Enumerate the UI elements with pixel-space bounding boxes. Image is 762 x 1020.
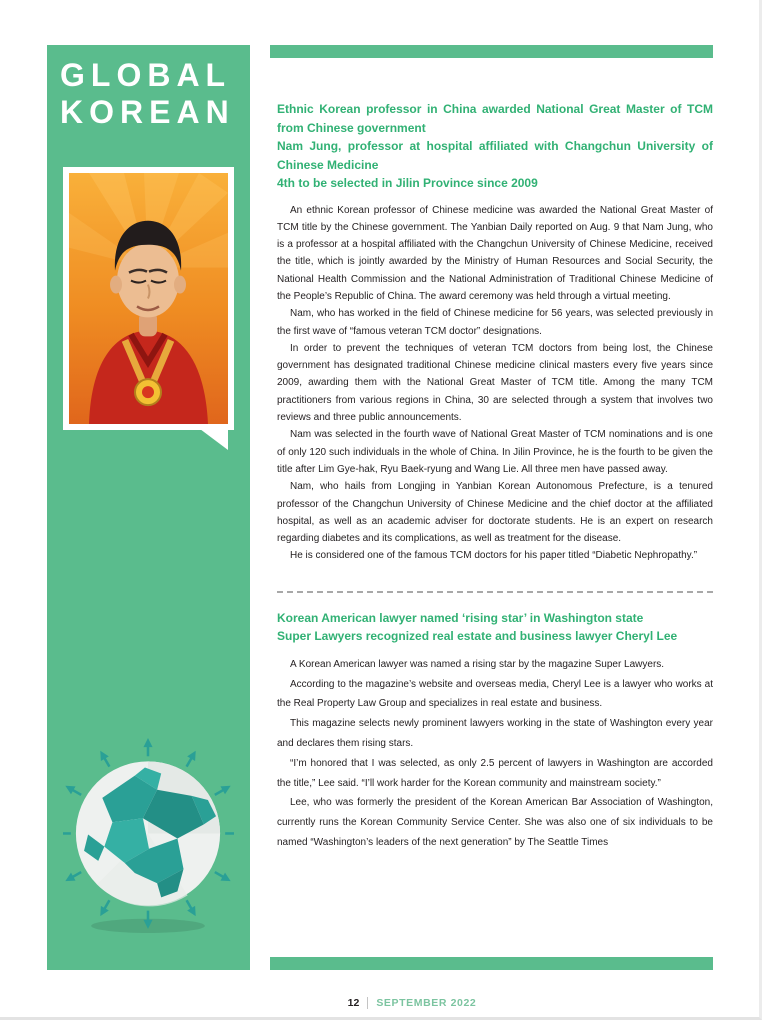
sidebar [47,45,250,970]
paragraph: He is considered one of the famous TCM doctors for his paper titled “Diabetic Nephropathy.” [290,550,698,562]
headline-line: 4th to be selected in Jilin Province since 2009 [277,176,538,190]
globe-icon [63,737,234,935]
article-2-body [277,655,713,853]
paragraph: Lee, who was formerly the president of the Korean American Bar Association of Washington, currently runs the Korean Community Service Center. She was also one of six individuals to be named “Washington’s leaders of the next generation” by The Seattle Times [277,797,713,848]
section-title-line-1: GLOBAL [60,57,232,93]
portrait-photo [63,167,234,430]
dashed-separator [277,591,713,593]
article-1-body [277,202,713,565]
speech-bubble-tail-icon [200,429,228,450]
paragraph: Nam, who hails from Longjing in Yanbian Korean Autonomous Prefecture, is a tenured professor of the Changchun University of Chinese Medicine and the chief doctor at the affiliated hospital, as well as an academic adviser for doctorate students. He is an expert on research regarding diabetes and its complications, as well as treatment for the disease. [277,481,713,545]
paragraph: According to the magazine’s website and overseas media, Cheryl Lee is a lawyer who works at the Real Property Law Group and specializes in real estate and business. [277,678,713,710]
section-title-line-2: KOREAN [60,94,235,130]
headline-line: Nam Jung, professor at hospital affiliated with Changchun University of Chinese Medicine [277,139,713,172]
headline-line: Super Lawyers recognized real estate and business lawyer Cheryl Lee [277,629,678,644]
article-1-headline [277,100,713,193]
article-2-headline [277,609,713,646]
bottom-rule [270,957,713,970]
paragraph: In order to prevent the techniques of veteran TCM doctors from being lost, the Chinese government has designated traditional Chinese medicine clinical masters every five years since 2009, awarding them with the National Great Master of TCM title. Among the many TCM practitioners from various regions in China, 30 are selected through a system that involves two reviews and three public announcements. [277,342,713,424]
issue-date: SEPTEMBER 2022 [376,997,477,1009]
paragraph: This magazine selects newly prominent lawyers working in the state of Washington every year and declares them rising stars. [277,718,713,749]
headline-line: Ethnic Korean professor in China awarded National Great Master of TCM from Chinese government [277,102,713,135]
paragraph: Nam, who has worked in the field of Chinese medicine for 56 years, was selected previously in the first wave of “famous veteran TCM doctor” designations. [277,308,713,337]
paragraph: “I’m honored that I was selected, as only 2.5 percent of lawyers in Washington are accorded the title,” Lee said. “I’ll work harder for the Korean community and mainstream society.” [277,757,713,789]
section-title [47,45,250,131]
page-number: 12 [347,997,360,1009]
paragraph: An ethnic Korean professor of Chinese medicine was awarded the National Great Master of TCM title by the Chinese government. The Yanbian Daily reported on Aug. 9 that Nam Jung, who is a professor at a hospital affiliated with the Changchun University of Chinese Medicine, received the title, which is jointly awarded by the Ministry of Human Resources and Social Security, the National Health Commission and the National Administration of Traditional Chinese Medicine of the People’s Republic of China. The award ceremony was held through a virtual meeting. [277,204,713,302]
globe-illustration [63,737,234,935]
article-column [277,45,713,853]
page-footer [0,997,762,1009]
footer-divider [367,997,368,1009]
headline-line: Korean American lawyer named ‘rising star’ in Washington state [277,610,644,625]
portrait-image [69,173,228,424]
paragraph: Nam was selected in the fourth wave of National Great Master of TCM nominations and is one of only 120 such individuals in the whole of China. In Jilin Province, he is the fourth to be given the title after Lim Gye-hak, Ryu Baek-ryung and Wang Lie. All three men have passed away. [277,429,713,475]
paragraph: A Korean American lawyer was named a rising star by the magazine Super Lawyers. [290,658,665,670]
